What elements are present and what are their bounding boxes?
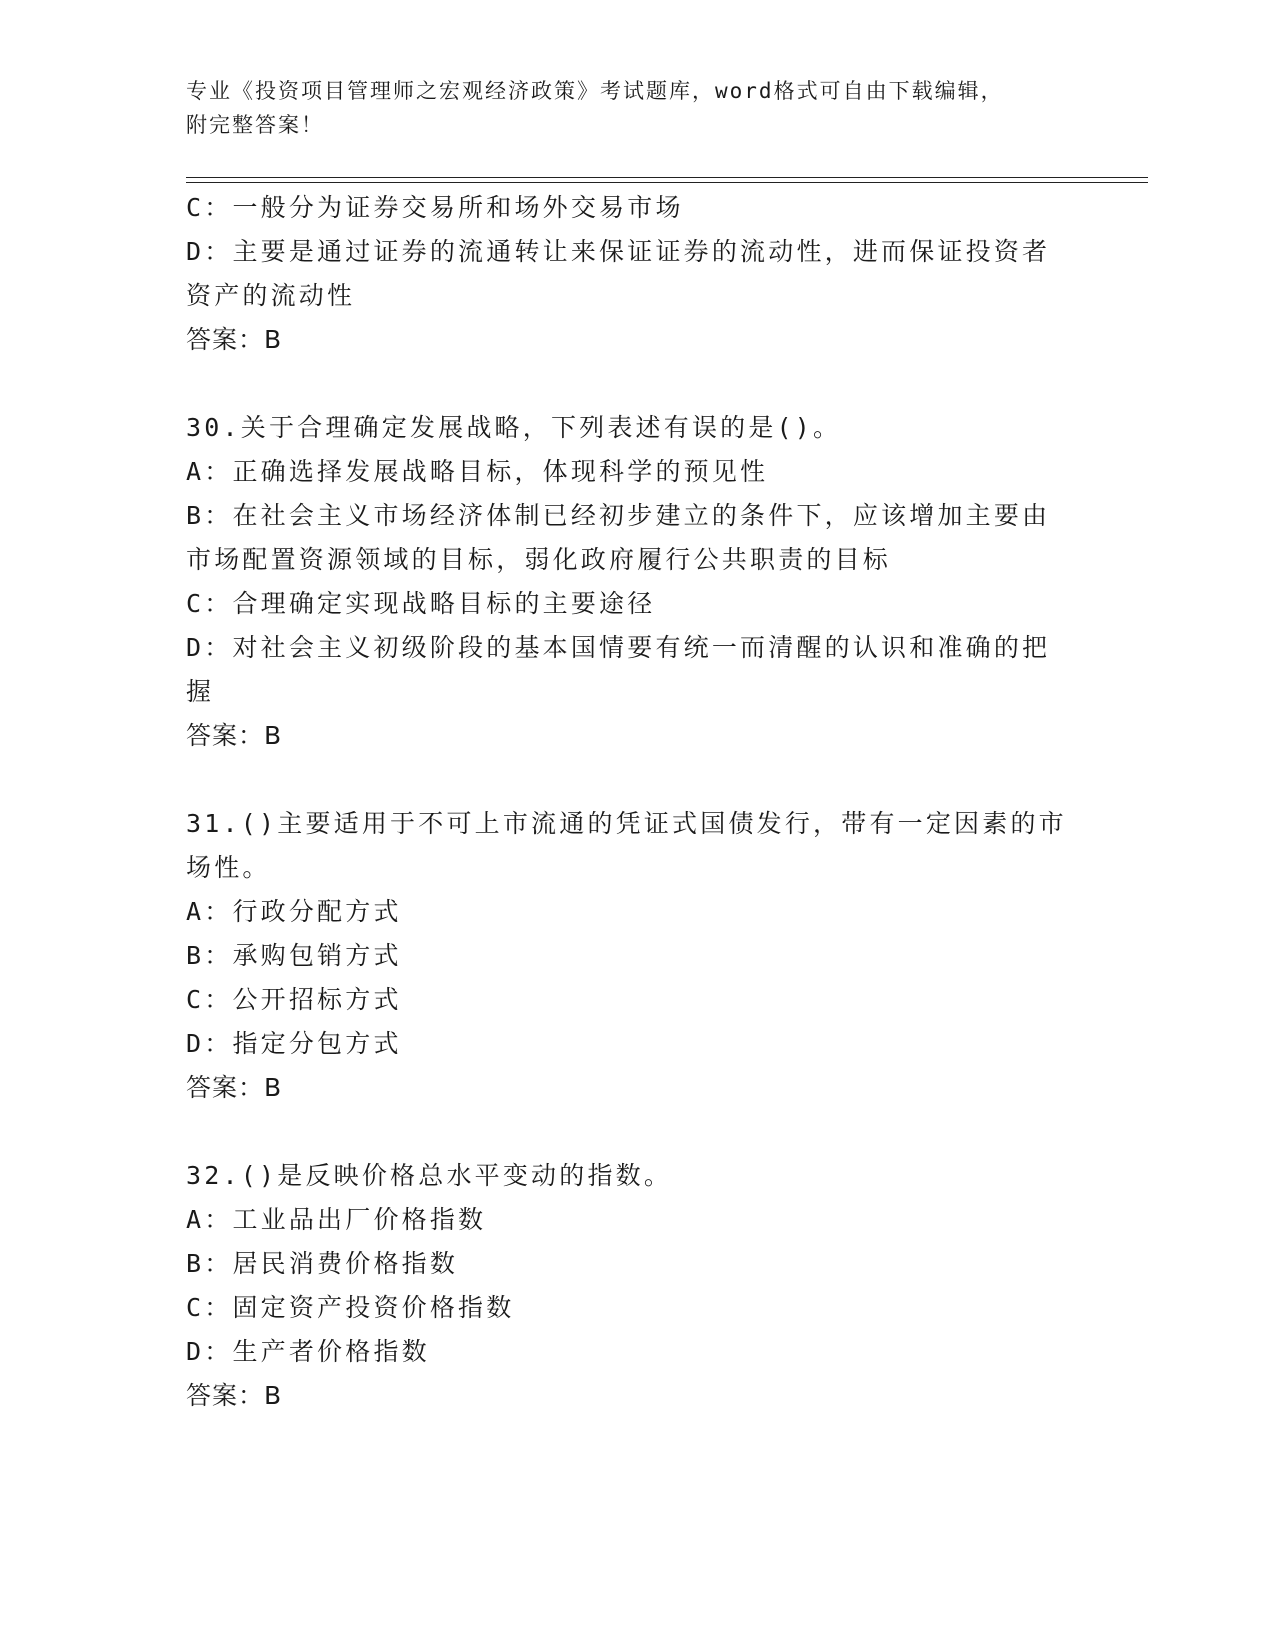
q30-option-c: C：合理确定实现战略目标的主要途径 bbox=[186, 589, 656, 618]
q31-option-b: B：承购包销方式 bbox=[186, 941, 402, 970]
q31-stem-line-2: 场性。 bbox=[186, 853, 271, 882]
document-header bbox=[186, 74, 1086, 142]
q30-option-b-line-1: B：在社会主义市场经济体制已经初步建立的条件下，应该增加主要由 bbox=[186, 501, 1051, 530]
q30-option-d-line-1: D：对社会主义初级阶段的基本国情要有统一而清醒的认识和准确的把 bbox=[186, 633, 1051, 662]
header-line-2: 附完整答案！ bbox=[186, 113, 324, 137]
q30-answer: 答案：B bbox=[186, 721, 283, 750]
q32-option-d: D：生产者价格指数 bbox=[186, 1337, 430, 1366]
prev-answer: 答案：B bbox=[186, 325, 283, 354]
header-divider-top bbox=[186, 177, 1148, 178]
q31-option-a: A：行政分配方式 bbox=[186, 897, 402, 926]
q32-stem: 32.()是反映价格总水平变动的指数。 bbox=[186, 1161, 673, 1190]
q30-option-d-line-2: 握 bbox=[186, 677, 215, 706]
prev-option-d-line-2: 资产的流动性 bbox=[186, 281, 356, 310]
q30-option-a: A：正确选择发展战略目标，体现科学的预见性 bbox=[186, 457, 769, 486]
q31-option-c: C：公开招标方式 bbox=[186, 985, 402, 1014]
q32-option-b: B：居民消费价格指数 bbox=[186, 1249, 459, 1278]
prev-option-d-line-1: D：主要是通过证券的流通转让来保证证券的流动性，进而保证投资者 bbox=[186, 237, 1051, 266]
header-divider-bottom bbox=[186, 182, 1148, 183]
q30-stem: 30.关于合理确定发展战略，下列表述有误的是()。 bbox=[186, 413, 842, 442]
q31-option-d: D：指定分包方式 bbox=[186, 1029, 402, 1058]
prev-option-c: C：一般分为证券交易所和场外交易市场 bbox=[186, 193, 684, 222]
q32-option-a: A：工业品出厂价格指数 bbox=[186, 1205, 487, 1234]
q32-answer: 答案：B bbox=[186, 1381, 283, 1410]
q30-option-b-line-2: 市场配置资源领域的目标，弱化政府履行公共职责的目标 bbox=[186, 545, 892, 574]
header-line-1: 专业《投资项目管理师之宏观经济政策》考试题库，word格式可自由下载编辑， bbox=[186, 79, 1004, 103]
q31-stem-line-1: 31.()主要适用于不可上市流通的凭证式国债发行，带有一定因素的市 bbox=[186, 809, 1067, 838]
q31-answer: 答案：B bbox=[186, 1073, 283, 1102]
q32-option-c: C：固定资产投资价格指数 bbox=[186, 1293, 515, 1322]
